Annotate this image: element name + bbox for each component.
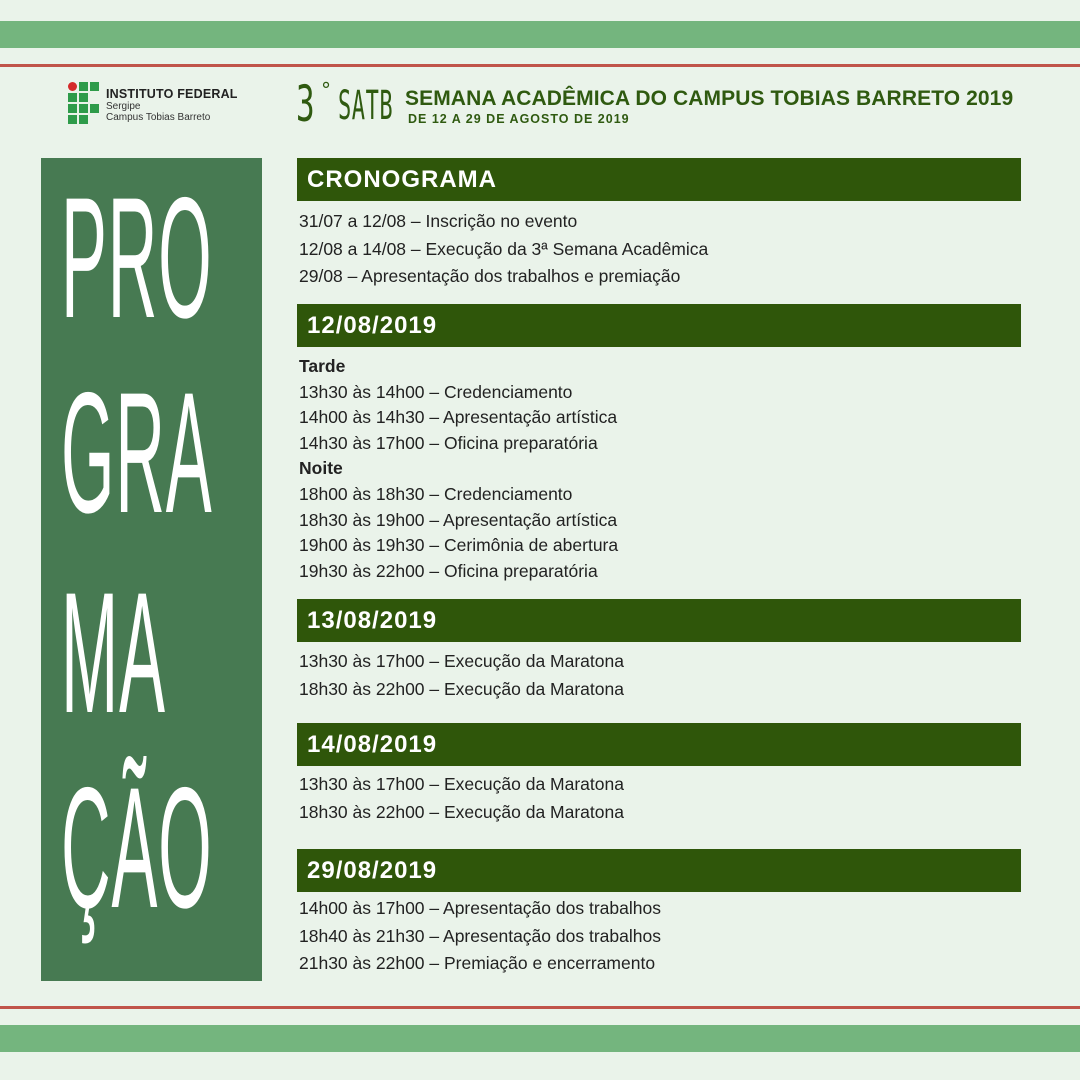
top-red-line — [0, 64, 1080, 67]
event-title: SEMANA ACADÊMICA DO CAMPUS TOBIAS BARRETO 2019 — [405, 87, 1014, 110]
day-schedule — [299, 771, 624, 826]
list-item: 13h30 às 17h00 – Execução da Maratona — [299, 651, 624, 671]
day-header: 12/08/2019 — [297, 304, 1021, 347]
day-header: 13/08/2019 — [297, 599, 1021, 642]
list-item: 19h00 às 19h30 – Cerimônia de abertura — [299, 535, 619, 556]
event-dates: DE 12 A 29 DE AGOSTO DE 2019 — [408, 112, 630, 126]
day-schedule — [299, 354, 618, 584]
institution-name: INSTITUTO FEDERAL — [106, 87, 238, 101]
event-acronym: SATB — [338, 83, 394, 129]
side-title-line: MA — [61, 557, 166, 749]
list-item: 29/08 – Apresentação dos trabalhos e premiação — [299, 266, 681, 286]
edition-number: 3 — [296, 75, 315, 133]
bottom-red-line — [0, 1006, 1080, 1009]
list-item: 19h30 às 22h00 – Oficina preparatória — [299, 560, 598, 581]
if-logo-icon — [68, 82, 104, 126]
list-item: 18h30 às 22h00 – Execução da Maratona — [299, 801, 624, 822]
list-item: 21h30 às 22h00 – Premiação e encerramento — [299, 953, 656, 973]
list-item: 18h00 às 18h30 – Credenciamento — [299, 483, 573, 504]
top-green-stripe — [0, 21, 1080, 48]
institution-state: Sergipe — [106, 101, 141, 112]
list-item: 14h30 às 17h00 – Oficina preparatória — [299, 432, 598, 453]
list-item: 14h00 às 17h00 – Apresentação dos trabalhos — [299, 898, 661, 918]
list-item: 13h30 às 17h00 – Execução da Maratona — [299, 774, 624, 794]
period-label: Noite — [299, 458, 343, 479]
list-item: 31/07 a 12/08 – Inscrição no evento — [299, 211, 578, 231]
day-header: 14/08/2019 — [297, 723, 1021, 766]
list-item: 12/08 a 14/08 – Execução da 3ª Semana Acadêmica — [299, 238, 709, 259]
edition-degree: ° — [320, 78, 333, 102]
bottom-green-stripe — [0, 1025, 1080, 1052]
day-schedule — [299, 648, 624, 703]
cronograma-list — [299, 208, 708, 291]
cronograma-header: CRONOGRAMA — [297, 158, 1021, 201]
institution-campus: Campus Tobias Barreto — [106, 112, 211, 123]
day-header: 29/08/2019 — [297, 849, 1021, 892]
list-item: 18h30 às 19h00 – Apresentação artística — [299, 509, 618, 530]
programacao-side-panel — [41, 158, 262, 981]
list-item: 18h40 às 21h30 – Apresentação dos trabalhos — [299, 925, 661, 946]
list-item: 13h30 às 14h00 – Credenciamento — [299, 381, 573, 402]
side-title-line: ÇÃO — [61, 752, 213, 944]
list-item: 18h30 às 22h00 – Execução da Maratona — [299, 678, 624, 699]
list-item: 14h00 às 14h30 – Apresentação artística — [299, 407, 618, 428]
period-label: Tarde — [299, 356, 346, 376]
day-schedule — [299, 895, 661, 978]
side-title-line: GRA — [61, 357, 213, 549]
side-title-line: PRO — [61, 162, 213, 354]
